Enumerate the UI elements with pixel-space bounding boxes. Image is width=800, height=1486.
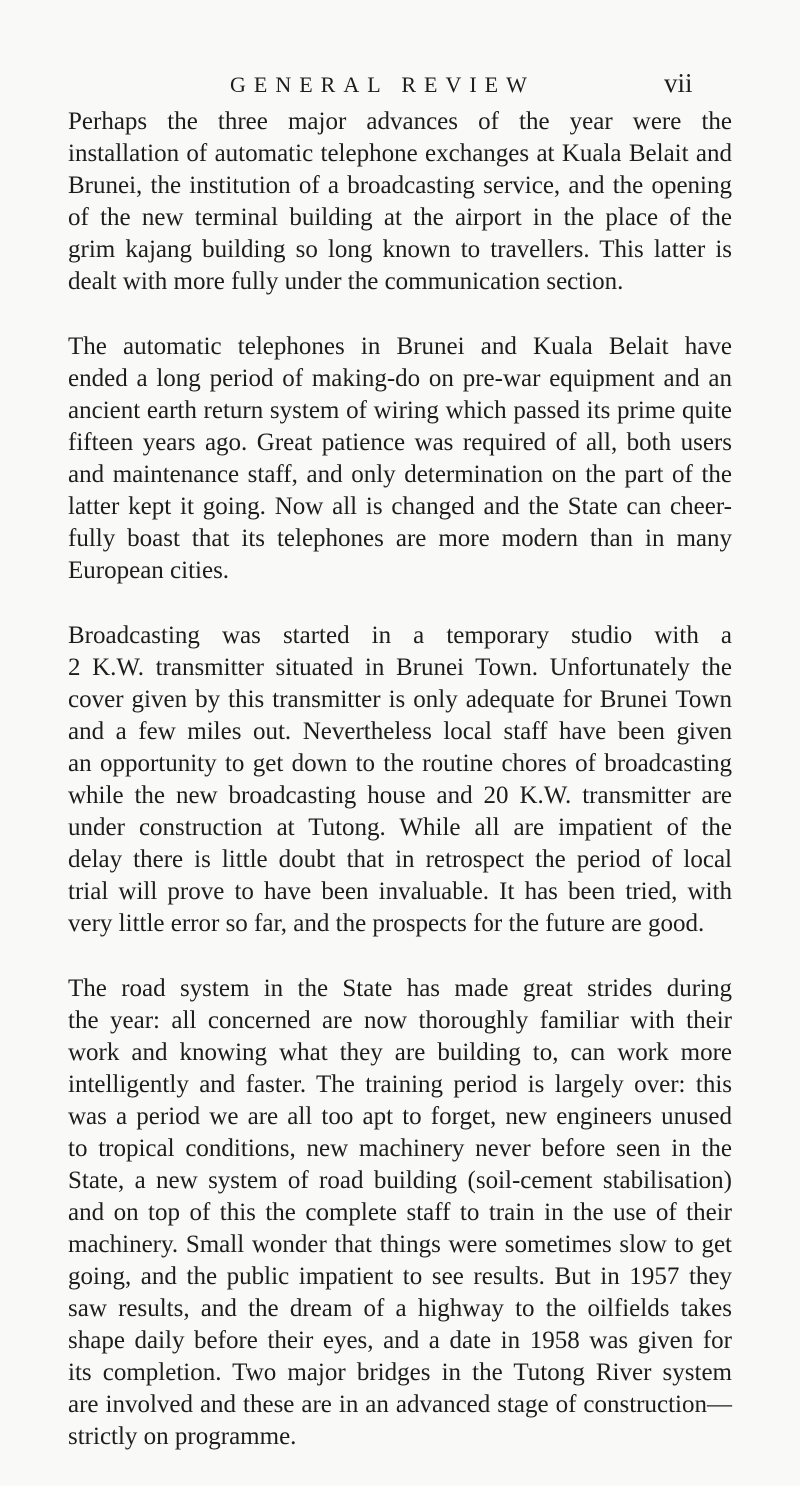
text-line: fifteen years ago. Great patience was required of all, both users <box>68 429 732 456</box>
text-line: machinery. Small wonder that things were sometimes slow to get <box>68 1231 732 1258</box>
page-number: vii <box>664 68 693 98</box>
text-line: while the new broadcasting house and 20 K.W. transmitter are <box>68 782 732 809</box>
text-line: trial will prove to have been invaluable. It has been tried, with <box>68 878 732 905</box>
text-line: installation of automatic telephone exchanges at Kuala Belait and <box>68 140 732 167</box>
body-text <box>68 106 732 1486</box>
text-line: ended a long period of making-do on pre-war equipment and an <box>68 365 732 392</box>
text-line: European cities. <box>68 557 230 584</box>
text-line: The road system in the State has made great strides during <box>68 975 732 1002</box>
text-line: delay there is little doubt that in retrospect the period of local <box>68 846 732 873</box>
text-line: very little error so far, and the prospects for the future are good. <box>68 910 705 937</box>
text-line: under construction at Tutong. While all are impatient of the <box>68 814 732 841</box>
text-line: fully boast that its telephones are more modern than in many <box>68 525 732 552</box>
text-line: Brunei, the institution of a broadcasting service, and the opening <box>68 172 732 199</box>
paragraph <box>68 331 732 587</box>
text-line: are involved and these are in an advanced stage of construction— <box>68 1391 732 1418</box>
text-line: Perhaps the three major advances of the year were the <box>68 108 732 135</box>
text-line: of the new terminal building at the airport in the place of the <box>68 204 732 231</box>
text-line: 2 K.W. transmitter situated in Brunei Town. Unfortunately the <box>68 654 732 681</box>
text-line: and maintenance staff, and only determination on the part of the <box>68 461 732 488</box>
text-line: going, and the public impatient to see results. But in 1957 they <box>68 1263 732 1290</box>
text-line: the year: all concerned are now thoroughly familiar with their <box>68 1007 732 1034</box>
text-line: intelligently and faster. The training period is largely over: this <box>68 1071 732 1098</box>
paragraph <box>68 106 732 298</box>
text-line: work and knowing what they are building to, can work more <box>68 1039 732 1066</box>
running-head <box>0 68 800 108</box>
text-line: saw results, and the dream of a highway to the oilfields takes <box>68 1295 732 1322</box>
text-line: shape daily before their eyes, and a date in 1958 was given for <box>68 1327 732 1354</box>
text-line: grim kajang building so long known to travellers. This latter is <box>68 236 732 263</box>
text-line: cover given by this transmitter is only adequate for Brunei Town <box>68 686 732 713</box>
text-line: latter kept it going. Now all is changed and the State can cheer- <box>68 493 732 520</box>
text-line: an opportunity to get down to the routine chores of broadcasting <box>68 750 732 777</box>
text-line: ancient earth return system of wiring which passed its prime quite <box>68 397 732 424</box>
running-head-title: GENERAL REVIEW <box>230 72 535 97</box>
paragraph <box>68 620 732 940</box>
text-line: strictly on programme. <box>68 1423 297 1450</box>
text-line: Broadcasting was started in a temporary studio with a <box>68 622 732 649</box>
text-line: and on top of this the complete staff to train in the use of their <box>68 1199 732 1226</box>
paragraph <box>68 973 732 1453</box>
text-line: The automatic telephones in Brunei and Kuala Belait have <box>68 333 732 360</box>
text-line: dealt with more fully under the communication section. <box>68 268 624 295</box>
text-line: to tropical conditions, new machinery never before seen in the <box>68 1135 732 1162</box>
text-line: was a period we are all too apt to forget, new engineers unused <box>68 1103 732 1130</box>
text-line: its completion. Two major bridges in the Tutong River system <box>68 1359 732 1386</box>
text-line: and a few miles out. Nevertheless local staff have been given <box>68 718 732 745</box>
text-line: State, a new system of road building (soil-cement stabilisation) <box>68 1167 732 1194</box>
